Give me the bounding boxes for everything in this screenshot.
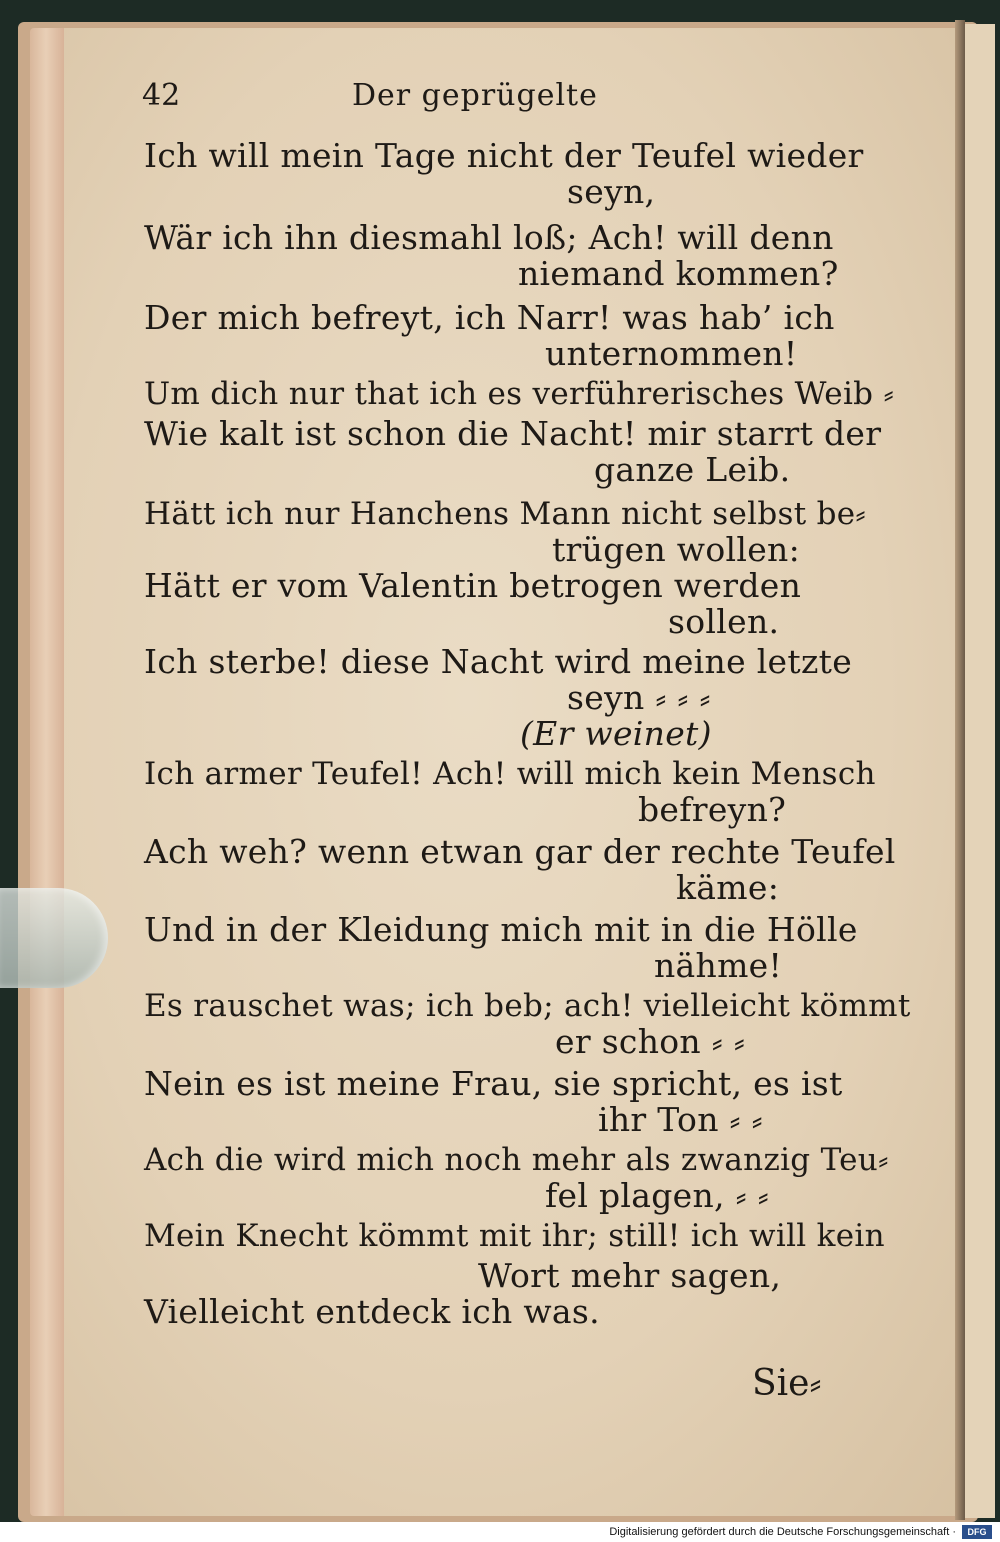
verse-line-continuation: seyn, <box>567 172 656 211</box>
verse-line: Wär ich ihn diesmahl loß; Ach! will denn <box>144 218 834 257</box>
digitization-footer <box>0 1522 1000 1542</box>
verse-line-continuation: sollen. <box>668 602 780 641</box>
verse-line: Ach weh? wenn etwan gar der rechte Teufel <box>144 832 896 871</box>
stage-direction: (Er weinet) <box>520 714 712 753</box>
page-number: 42 <box>142 78 181 113</box>
verse-line-continuation: käme: <box>676 868 780 907</box>
verse-line-continuation: er schon ⸗ ⸗ <box>555 1022 746 1061</box>
verse-line: Um dich nur that ich es verführerisches Weib ⸗ <box>144 376 895 412</box>
verse-line-continuation: Wort mehr sagen, <box>478 1256 782 1295</box>
verse-line-continuation: ganze Leib. <box>594 450 791 489</box>
verse-line: Und in der Kleidung mich mit in die Hölle <box>144 910 858 949</box>
running-title: Der geprügelte <box>352 78 598 113</box>
verse-line-continuation: trügen wollen: <box>552 530 801 569</box>
verse-line-continuation: ihr Ton ⸗ ⸗ <box>598 1100 763 1139</box>
verse-line: Hätt ich nur Hanchens Mann nicht selbst be⸗ <box>144 496 867 532</box>
verse-line-continuation: fel plagen, ⸗ ⸗ <box>545 1176 769 1215</box>
verse-line: Ich will mein Tage nicht der Teufel wieder <box>144 136 864 175</box>
verse-line-continuation: seyn ⸗ ⸗ ⸗ <box>567 678 711 717</box>
verse-line: Nein es ist meine Frau, sie spricht, es ist <box>144 1064 843 1103</box>
verse-line: Der mich befreyt, ich Narr! was hab’ ich <box>144 298 835 337</box>
verse-line: Ach die wird mich noch mehr als zwanzig Teu⸗ <box>144 1142 889 1178</box>
verse-line: Ich sterbe! diese Nacht wird meine letzte <box>144 642 853 681</box>
verse-line: Ich armer Teufel! Ach! will mich kein Mensch <box>144 756 876 792</box>
verse-line-continuation: unternommen! <box>545 334 798 373</box>
verse-line: Wie kalt ist schon die Nacht! mir starrt der <box>144 414 882 453</box>
verse-line-continuation: befreyn? <box>638 790 787 829</box>
verse-line: Vielleicht entdeck ich was. <box>144 1292 600 1331</box>
verse-line: Es rauschet was; ich beb; ach! vielleicht kömmt <box>144 988 911 1024</box>
verse-line: Mein Knecht kömmt mit ihr; still! ich will kein <box>144 1218 885 1254</box>
verse-line-continuation: nähme! <box>654 946 783 985</box>
verse-line: Hätt er vom Valentin betrogen werden <box>144 566 802 605</box>
verse-line-continuation: niemand kommen? <box>518 254 839 293</box>
catchword: Sie⸗ <box>752 1363 822 1404</box>
dfg-logo: DFG <box>962 1525 992 1539</box>
footer-credit: Digitalisierung gefördert durch die Deutsche Forschungsgemeinschaft · <box>609 1526 956 1538</box>
